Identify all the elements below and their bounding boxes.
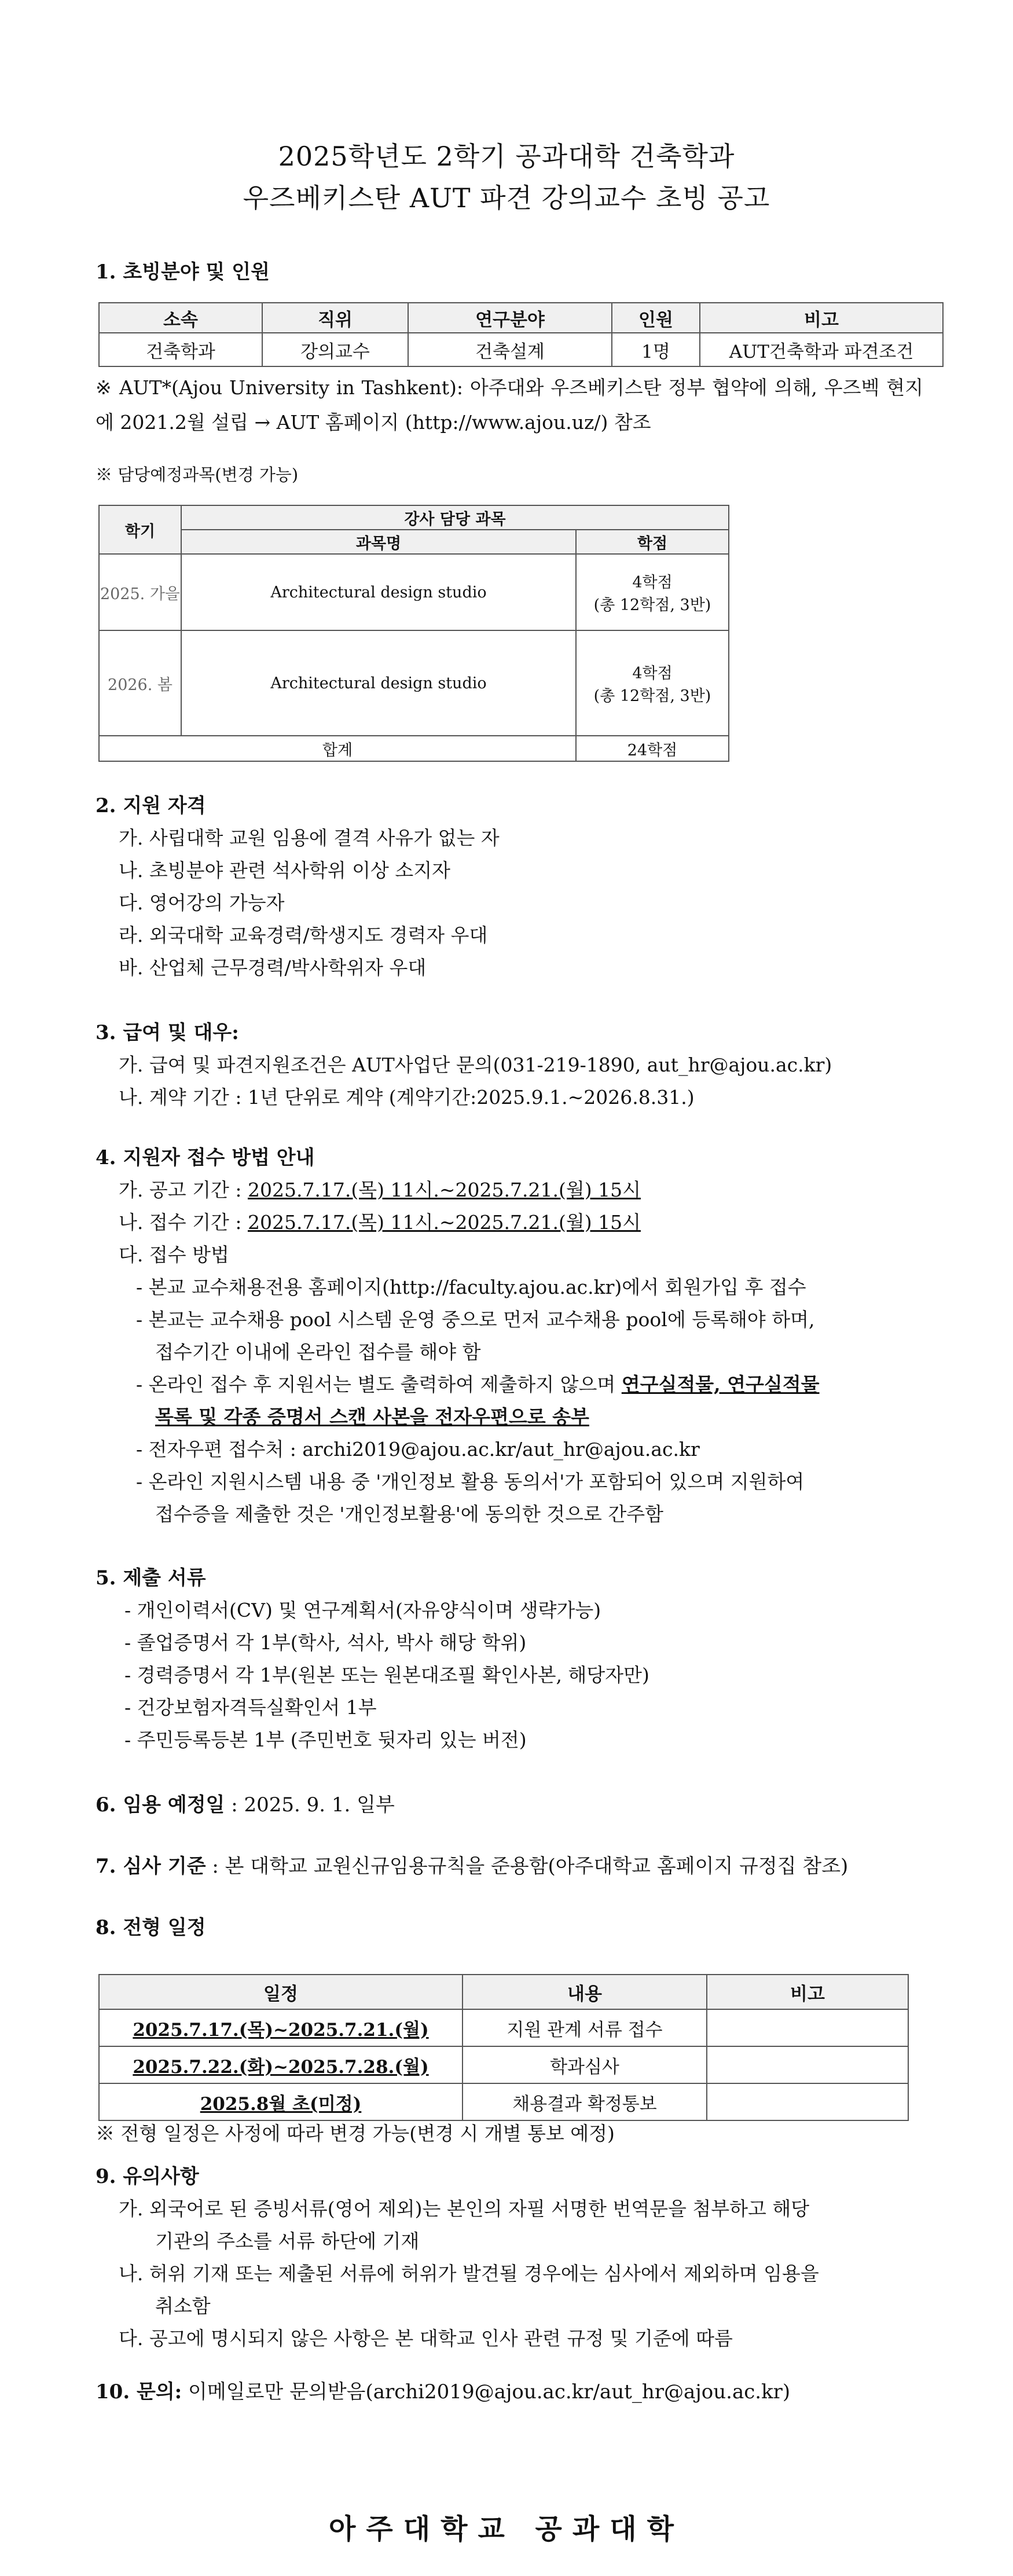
title-line-1: 2025학년도 2학기 공과대학 건축학과: [278, 141, 735, 172]
title-line-2: 우즈베키스탄 AUT 파견 강의교수 초빙 공고: [243, 182, 770, 214]
qualification-item-3: 다. 영어강의 가능자: [119, 891, 285, 914]
method-item-2b: 접수기간 이내에 온라인 접수를 해야 함: [155, 1341, 481, 1363]
caution-item-2b: 취소함: [155, 2295, 211, 2317]
course-header-semester: 학기: [99, 505, 181, 554]
qualification-item-1: 가. 사립대학 교원 임용에 결격 사유가 없는 자: [119, 827, 500, 849]
course-total-label: 합계: [99, 736, 576, 761]
schedule-header-content: 내용: [463, 1975, 707, 2009]
qualification-item-4: 라. 외국대학 교육경력/학생지도 경력자 우대: [119, 924, 488, 946]
schedule-note: ※ 전형 일정은 사정에 따라 변경 가능(변경 시 개별 통보 예정): [96, 2122, 615, 2145]
caution-item-1b: 기관의 주소를 서류 하단에 기재: [155, 2230, 420, 2252]
course-subject-1: Architectural design studio: [181, 554, 576, 630]
schedule-remark-2: [707, 2046, 908, 2083]
schedule-header-remark: 비고: [707, 1975, 908, 2009]
schedule-remark-3: [707, 2083, 908, 2120]
section-10-heading: 10. 문의:: [96, 2380, 182, 2403]
course-header-group: 강사 담당 과목: [181, 505, 729, 530]
method-label: 다. 접수 방법: [119, 1243, 229, 1266]
section-4-heading: 4. 지원자 접수 방법 안내: [96, 1146, 315, 1169]
schedule-date-2: 2025.7.22.(화)~2025.7.28.(월): [99, 2046, 463, 2083]
method-item-4: - 전자우편 접수처 : archi2019@ajou.ac.kr/aut_hr@ajou.ac.kr: [136, 1438, 700, 1461]
document-item-2: - 졸업증명서 각 1부(학사, 석사, 박사 해당 학위): [124, 1631, 527, 1654]
section-6-heading: 6. 임용 예정일: [96, 1793, 225, 1817]
schedule-header-date: 일정: [99, 1975, 463, 2009]
qualification-item-5: 바. 산업체 근무경력/박사학위자 우대: [119, 956, 427, 979]
course-header-credit: 학점: [576, 530, 729, 554]
table-row: [99, 2009, 908, 2046]
method-item-2a: - 본교는 교수채용 pool 시스템 운영 중으로 먼저 교수채용 pool에 등록해야 하며,: [136, 1308, 815, 1331]
appointment-date: : 2025. 9. 1. 일부: [225, 1793, 395, 1817]
recruit-header-position: 직위: [262, 303, 408, 333]
course-semester-1: 2025. 가을: [99, 554, 181, 630]
method-item-5a: - 온라인 지원시스템 내용 중 '개인정보 활용 동의서'가 포함되어 있으며 지원하여: [136, 1470, 805, 1493]
table-row: [99, 2083, 908, 2120]
section-2-heading: 2. 지원 자격: [96, 794, 206, 817]
schedule-remark-1: [707, 2009, 908, 2046]
caution-item-3: 다. 공고에 명시되지 않은 사항은 본 대학교 인사 관련 규정 및 기준에 따름: [119, 2327, 733, 2350]
recruit-header-dept: 소속: [99, 303, 262, 333]
course-table: [98, 505, 729, 762]
method-item-5b: 접수증을 제출한 것은 '개인정보활용'에 동의한 것으로 간주함: [155, 1503, 664, 1525]
schedule-date-3: 2025.8월 초(미정): [99, 2083, 463, 2120]
method-item-1: - 본교 교수채용전용 홈페이지(http://faculty.ajou.ac.kr)에서 회원가입 후 접수: [136, 1276, 806, 1298]
salary-item-1: 가. 급여 및 파견지원조건은 AUT사업단 문의(031-219-1890, aut_hr@ajou.ac.kr): [119, 1054, 832, 1076]
contact-info: 이메일로만 문의받음(archi2019@ajou.ac.kr/aut_hr@ajou.ac.kr): [182, 2380, 791, 2403]
recruit-cell-field: 건축설계: [408, 333, 612, 366]
section-7-heading: 7. 심사 기준: [96, 1855, 206, 1878]
apply-period-line: 나. 접수 기간 : 2025.7.17.(목) 11시.~2025.7.21.(월) 15시: [119, 1211, 641, 1234]
apply-period: 2025.7.17.(목) 11시.~2025.7.21.(월) 15시: [247, 1211, 641, 1234]
section-10: [96, 2378, 790, 2406]
document-item-5: - 주민등록등본 1부 (주민번호 뒷자리 있는 버전): [124, 1729, 527, 1751]
document-item-4: - 건강보험자격득실확인서 1부: [124, 1696, 377, 1719]
schedule-content-1: 지원 관계 서류 접수: [463, 2009, 707, 2046]
section-5-heading: 5. 제출 서류: [96, 1566, 206, 1590]
recruit-header-count: 인원: [612, 303, 700, 333]
issuer-footer: 아주대학교 공과대학: [328, 2513, 685, 2545]
section-6: [96, 1791, 395, 1819]
section-7: [96, 1852, 848, 1880]
review-criteria: : 본 대학교 교원신규임용규칙을 준용함(아주대학교 홈페이지 규정집 참조): [205, 1855, 849, 1878]
section-3-heading: 3. 급여 및 대우:: [96, 1021, 239, 1044]
table-row: [99, 2046, 908, 2083]
recruit-cell-remark: AUT건축학과 파견조건: [700, 333, 943, 366]
recruit-table: [98, 302, 944, 367]
recruit-cell-position: 강의교수: [262, 333, 408, 366]
method-item-3a: - 온라인 접수 후 지원서는 별도 출력하여 제출하지 않으며 연구실적물, 연구실적물: [136, 1373, 820, 1396]
recruit-cell-dept: 건축학과: [99, 333, 262, 366]
notice-period-line: 가. 공고 기간 : 2025.7.17.(목) 11시.~2025.7.21.(월) 15시: [119, 1179, 641, 1201]
method-item-3b: 목록 및 각종 증명서 스캔 사본을 전자우편으로 송부: [155, 1406, 589, 1428]
course-semester-2: 2026. 봄: [99, 630, 181, 736]
caution-item-1a: 가. 외국어로 된 증빙서류(영어 제외)는 본인의 자필 서명한 번역문을 첨부하고 해당: [119, 2197, 810, 2220]
course-subject-2: Architectural design studio: [181, 630, 576, 736]
aut-note: ※ AUT*(Ajou University in Tashkent): 아주대와 우즈베키스탄 정부 협약에 의해, 우즈벡 현지에 2021.2월 설립 → AUT 홈페이지 (http://www.ajou.uz/) 참조: [96, 376, 923, 434]
recruit-header-remark: 비고: [700, 303, 943, 333]
salary-item-2: 나. 계약 기간 : 1년 단위로 계약 (계약기간:2025.9.1.~2026.8.31.): [119, 1086, 695, 1109]
course-total-value: 24학점: [576, 736, 729, 761]
recruit-cell-count: 1명: [612, 333, 700, 366]
section-1-heading: 1. 초빙분야 및 인원: [96, 260, 270, 284]
schedule-content-3: 채용결과 확정통보: [463, 2083, 707, 2120]
course-note: ※ 담당예정과목(변경 가능): [96, 465, 299, 485]
document-item-1: - 개인이력서(CV) 및 연구계획서(자유양식이며 생략가능): [124, 1599, 601, 1621]
schedule-date-1: 2025.7.17.(목)~2025.7.21.(월): [99, 2009, 463, 2046]
notice-period: 2025.7.17.(목) 11시.~2025.7.21.(월) 15시: [247, 1179, 641, 1201]
section-9-heading: 9. 유의사항: [96, 2165, 199, 2188]
caution-item-2a: 나. 허위 기재 또는 제출된 서류에 허위가 발견될 경우에는 심사에서 제외하며 임용을: [119, 2262, 819, 2285]
recruit-header-field: 연구분야: [408, 303, 612, 333]
section-8-heading: 8. 전형 일정: [96, 1916, 206, 1939]
course-credit-2: 4학점 (총 12학점, 3반): [576, 630, 729, 736]
qualification-item-2: 나. 초빙분야 관련 석사학위 이상 소지자: [119, 859, 450, 882]
schedule-content-2: 학과심사: [463, 2046, 707, 2083]
course-header-subject: 과목명: [181, 530, 576, 554]
schedule-table: [98, 1974, 909, 2121]
course-credit-1: 4학점 (총 12학점, 3반): [576, 554, 729, 630]
document-item-3: - 경력증명서 각 1부(원본 또는 원본대조필 확인사본, 해당자만): [124, 1664, 649, 1686]
